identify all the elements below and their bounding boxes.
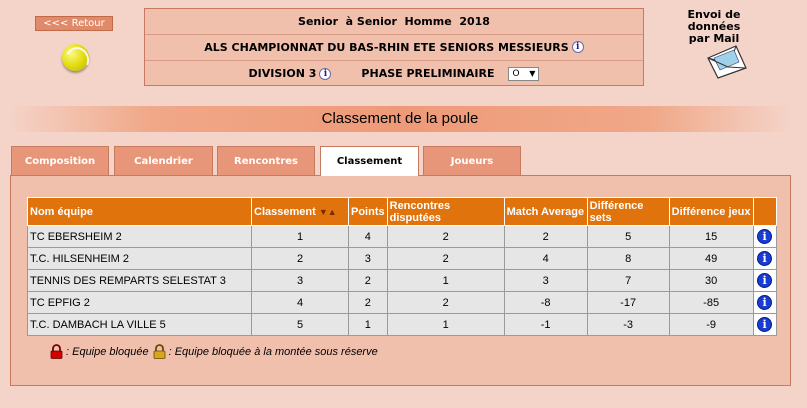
info-icon[interactable]: i — [319, 68, 331, 80]
envelope-icon[interactable] — [706, 44, 748, 80]
team-name: T.C. HILSENHEIM 2 — [28, 248, 252, 270]
team-name: TC EPFIG 2 — [28, 292, 252, 314]
team-sets: 5 — [587, 226, 669, 248]
team-name: T.C. DAMBACH LA VILLE 5 — [28, 314, 252, 336]
column-header-average[interactable]: Match Average — [504, 198, 587, 226]
legend — [50, 344, 378, 359]
championship-name: ALS CHAMPIONNAT DU BAS-RHIN ETE SENIORS MESSIEURS — [204, 40, 569, 54]
tennis-ball-icon — [62, 44, 89, 71]
team-played: 1 — [387, 314, 504, 336]
phase-select-value: O — [512, 68, 520, 79]
team-games: 49 — [669, 248, 753, 270]
chevron-down-icon: ▼ — [529, 68, 536, 78]
competition-info-box — [144, 8, 644, 86]
back-button[interactable]: <<< Retour — [35, 16, 113, 31]
table-row — [28, 248, 777, 270]
phase-select[interactable] — [508, 67, 539, 81]
column-header-rank-label: Classement — [254, 205, 316, 218]
team-rank: 2 — [252, 248, 349, 270]
sort-arrows-icon[interactable]: ▼▲ — [318, 206, 337, 217]
info-icon[interactable]: i — [757, 295, 772, 310]
team-average: -8 — [504, 292, 587, 314]
team-rank: 4 — [252, 292, 349, 314]
info-icon[interactable]: i — [757, 273, 772, 288]
team-name: TC EBERSHEIM 2 — [28, 226, 252, 248]
team-rank: 1 — [252, 226, 349, 248]
team-games: 30 — [669, 270, 753, 292]
gold-lock-icon — [153, 344, 166, 359]
legend-locked-promotion-text: : Equipe bloquée à la montée sous réserve — [168, 345, 378, 358]
table-header-row — [28, 198, 777, 226]
competition-category: Senior à Senior Homme 2018 — [298, 14, 490, 28]
team-played: 2 — [387, 226, 504, 248]
team-points: 2 — [349, 270, 388, 292]
column-header-name[interactable]: Nom équipe — [28, 198, 252, 226]
team-average: 3 — [504, 270, 587, 292]
column-header-sets[interactable]: Différence sets — [587, 198, 669, 226]
tab-composition[interactable]: Composition — [11, 146, 109, 175]
red-lock-icon — [50, 344, 63, 359]
team-sets: 7 — [587, 270, 669, 292]
table-row — [28, 270, 777, 292]
info-icon[interactable]: i — [572, 41, 584, 53]
tab-classement[interactable]: Classement — [320, 146, 419, 176]
table-row — [28, 292, 777, 314]
phase-label: PHASE PRELIMINAIRE — [361, 67, 495, 80]
division-row — [145, 60, 643, 86]
team-played: 1 — [387, 270, 504, 292]
team-info-cell — [753, 292, 776, 314]
championship-row — [145, 34, 643, 59]
team-played: 2 — [387, 292, 504, 314]
team-points: 2 — [349, 292, 388, 314]
team-points: 1 — [349, 314, 388, 336]
team-played: 2 — [387, 248, 504, 270]
team-info-cell — [753, 226, 776, 248]
mail-label-line2: par Mail — [688, 32, 740, 45]
team-info-cell — [753, 248, 776, 270]
team-games: 15 — [669, 226, 753, 248]
tab-calendrier[interactable]: Calendrier — [114, 146, 213, 175]
table-row — [28, 314, 777, 336]
team-points: 3 — [349, 248, 388, 270]
ranking-table — [27, 197, 777, 336]
team-average: 2 — [504, 226, 587, 248]
team-name: TENNIS DES REMPARTS SELESTAT 3 — [28, 270, 252, 292]
column-header-rank[interactable] — [252, 198, 349, 226]
team-average: -1 — [504, 314, 587, 336]
column-header-info — [753, 198, 776, 226]
team-rank: 5 — [252, 314, 349, 336]
team-sets: -17 — [587, 292, 669, 314]
column-header-points[interactable]: Points — [349, 198, 388, 226]
tab-rencontres[interactable]: Rencontres — [217, 146, 315, 175]
page-title: Classement de la poule — [10, 106, 790, 132]
team-info-cell — [753, 314, 776, 336]
mail-label-line1: Envoi de données — [687, 8, 741, 33]
team-rank: 3 — [252, 270, 349, 292]
team-sets: -3 — [587, 314, 669, 336]
column-header-played[interactable]: Rencontres disputées — [387, 198, 504, 226]
tab-joueurs[interactable]: Joueurs — [423, 146, 521, 175]
team-info-cell — [753, 270, 776, 292]
team-games: -9 — [669, 314, 753, 336]
info-icon[interactable]: i — [757, 317, 772, 332]
team-average: 4 — [504, 248, 587, 270]
table-row — [28, 226, 777, 248]
info-icon[interactable]: i — [757, 229, 772, 244]
team-points: 4 — [349, 226, 388, 248]
division-label: DIVISION 3 — [248, 67, 317, 80]
legend-locked-text: : Equipe bloquée — [66, 345, 149, 358]
column-header-games[interactable]: Différence jeux — [669, 198, 753, 226]
competition-category-row — [145, 9, 643, 33]
info-icon[interactable]: i — [757, 251, 772, 266]
mail-export-label[interactable] — [664, 9, 764, 45]
team-sets: 8 — [587, 248, 669, 270]
team-games: -85 — [669, 292, 753, 314]
